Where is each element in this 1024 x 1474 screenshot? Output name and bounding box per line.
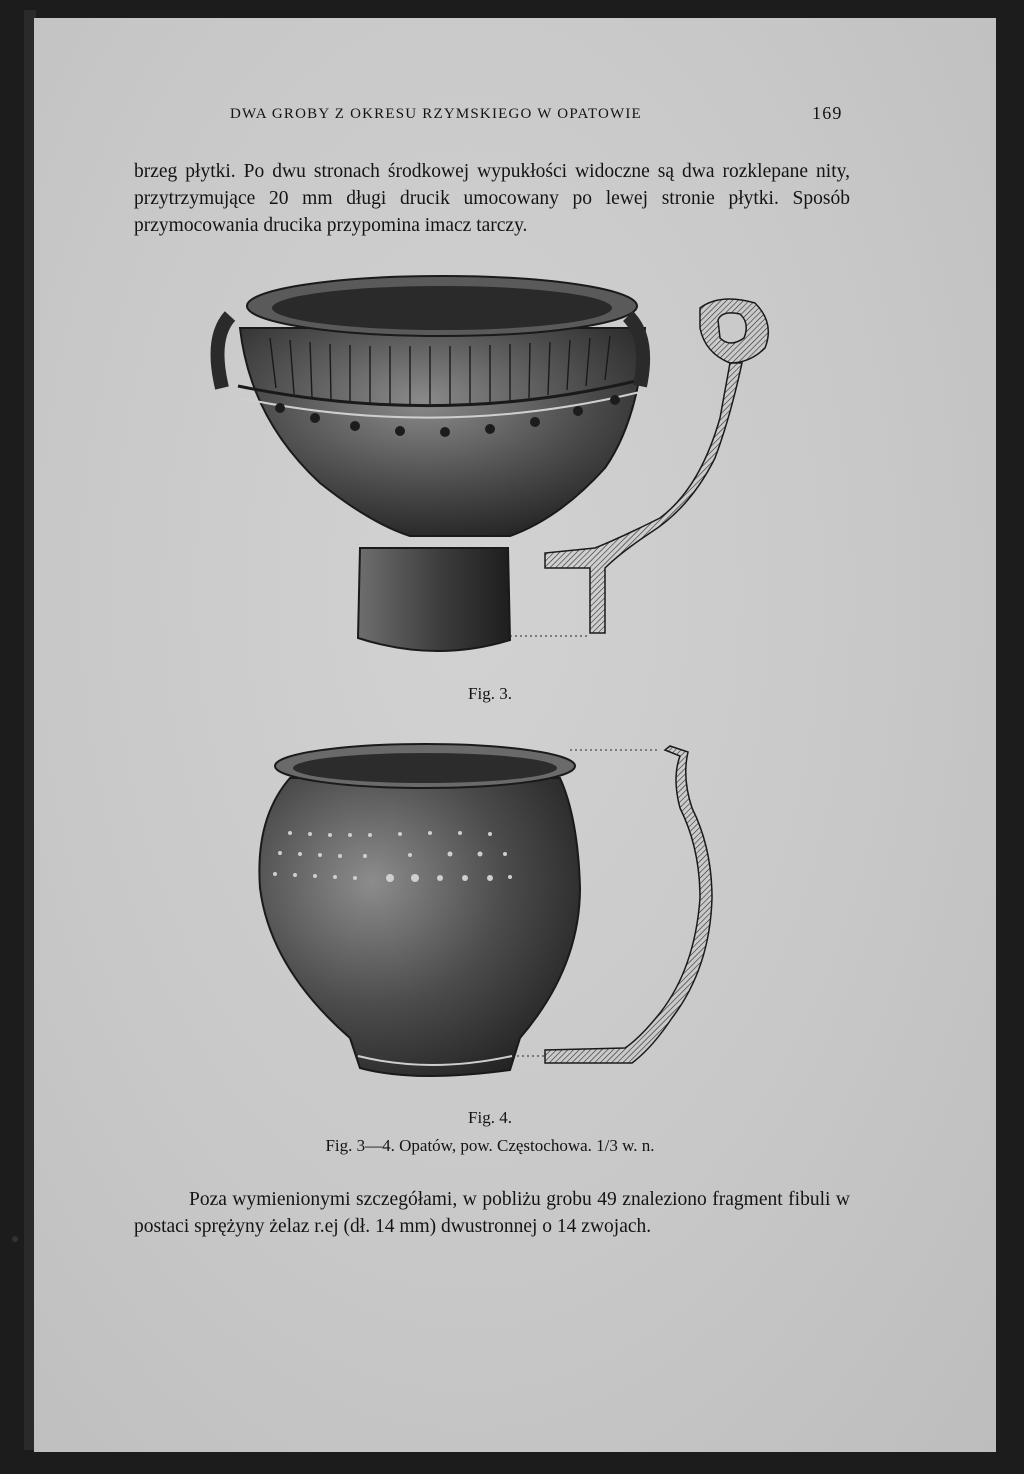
paragraph-top: brzeg płytki. Po dwu stronach środkowej wypukłości widoczne są dwa rozklepane nity, przytrzymujące 20 mm długi drucik umocowany po lewej stronie płytki. Sposób przymocowania drucika przypomina imacz tarczy. — [134, 161, 850, 236]
page-header — [230, 104, 850, 128]
paragraph-bottom: Poza wymienionymi szczegółami, w pobliżu grobu 49 znaleziono fragment fibuli w postaci sprężyny żelaz r.ej (dł. 14 mm) dwustronnej o 14 zwojach. — [134, 1189, 850, 1237]
figure-3-caption: Fig. 3. — [468, 684, 512, 703]
figure-3-vessel-illustration — [210, 268, 780, 668]
scan-speck — [12, 1236, 18, 1242]
pot-mouth — [293, 753, 557, 783]
bowl-foot — [358, 548, 510, 651]
figure-4-vessel-illustration — [240, 738, 720, 1090]
page-number: 169 — [812, 103, 843, 123]
bowl-handle-left — [218, 316, 231, 388]
running-title: DWA GROBY Z OKRESU RZYMSKIEGO W OPATOWIE — [230, 106, 642, 122]
figure-4-caption: Fig. 4. — [468, 1108, 512, 1127]
pot-body — [259, 778, 580, 1076]
bowl-mouth — [272, 286, 612, 330]
figures-combined-caption: Fig. 3—4. Opatów, pow. Częstochowa. 1/3 w. n. — [325, 1136, 655, 1155]
